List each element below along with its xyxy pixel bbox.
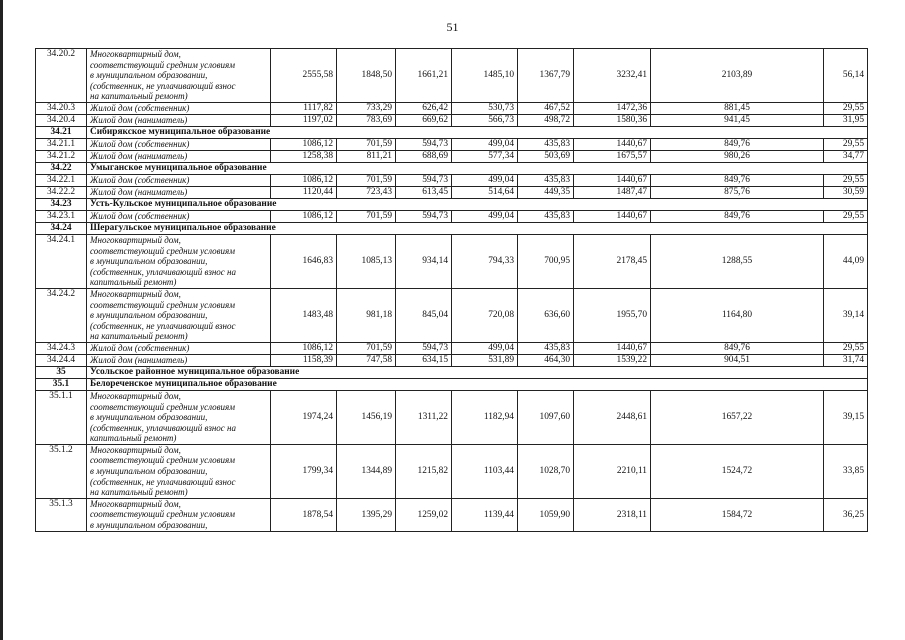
description-line: в муниципальном образовании, xyxy=(90,70,208,81)
description-line: Жилой дом (собственник) xyxy=(90,175,190,186)
value-cell: 1367,79 xyxy=(518,49,574,103)
value-cell: 1878,54 xyxy=(271,498,337,531)
value-cell: 613,45 xyxy=(396,186,452,198)
value-cell: 594,73 xyxy=(396,210,452,222)
description-line: Многоквартирный дом, xyxy=(90,444,181,455)
table-body xyxy=(36,49,868,532)
row-code: 34.24 xyxy=(36,222,87,234)
value-cell: 1440,67 xyxy=(574,138,651,150)
value-cell: 1085,13 xyxy=(337,234,396,288)
value-cell: 1657,22 xyxy=(651,390,824,444)
value-cell: 499,04 xyxy=(452,138,518,150)
row-description xyxy=(87,390,271,444)
value-cell: 499,04 xyxy=(452,210,518,222)
value-cell: 1197,02 xyxy=(271,114,337,126)
value-cell: 594,73 xyxy=(396,138,452,150)
value-cell: 626,42 xyxy=(396,102,452,114)
row-code: 34.21.1 xyxy=(36,138,87,150)
value-cell: 1485,10 xyxy=(452,49,518,103)
description-line: Многоквартирный дом, xyxy=(90,288,181,299)
row-code: 34.24.3 xyxy=(36,342,87,354)
value-cell: 904,51 xyxy=(651,354,824,366)
description-line: соответствующий средним условиям xyxy=(90,455,235,466)
description-line: на капитальный ремонт) xyxy=(90,331,188,342)
value-cell: 1215,82 xyxy=(396,444,452,498)
value-cell: 980,26 xyxy=(651,150,824,162)
row-code: 35.1.1 xyxy=(36,390,87,444)
value-cell: 1483,48 xyxy=(271,288,337,342)
value-cell: 849,76 xyxy=(651,138,824,150)
value-cell: 1646,83 xyxy=(271,234,337,288)
section-row xyxy=(36,378,868,390)
value-cell: 794,33 xyxy=(452,234,518,288)
value-cell: 530,73 xyxy=(452,102,518,114)
value-cell: 594,73 xyxy=(396,174,452,186)
description-line: (собственник, не уплачивающий взнос xyxy=(90,320,236,331)
value-cell: 1395,29 xyxy=(337,498,396,531)
value-cell: 1158,39 xyxy=(271,354,337,366)
section-title: Умыганское муниципальное образование xyxy=(87,162,868,174)
row-code: 34.24.1 xyxy=(36,234,87,288)
value-cell: 499,04 xyxy=(452,342,518,354)
value-cell: 634,15 xyxy=(396,354,452,366)
section-title: Усольское районное муниципальное образование xyxy=(87,366,868,378)
row-code: 35 xyxy=(36,366,87,378)
row-description xyxy=(87,186,271,198)
description-line: в муниципальном образовании, xyxy=(90,256,208,267)
table-row xyxy=(36,234,868,288)
value-cell: 1584,72 xyxy=(651,498,824,531)
row-description xyxy=(87,354,271,366)
section-row xyxy=(36,126,868,138)
description-line: на капитальный ремонт) xyxy=(90,487,188,498)
row-description xyxy=(87,150,271,162)
value-cell: 503,69 xyxy=(518,150,574,162)
table-row xyxy=(36,102,868,114)
value-cell: 701,59 xyxy=(337,210,396,222)
value-cell: 2555,58 xyxy=(271,49,337,103)
value-cell: 1086,12 xyxy=(271,210,337,222)
value-cell: 1120,44 xyxy=(271,186,337,198)
row-description xyxy=(87,288,271,342)
value-cell: 849,76 xyxy=(651,342,824,354)
row-description xyxy=(87,102,271,114)
value-cell: 981,18 xyxy=(337,288,396,342)
value-cell: 464,30 xyxy=(518,354,574,366)
value-cell: 29,55 xyxy=(824,210,868,222)
description-line: (собственник, уплачивающий взнос на xyxy=(90,422,237,433)
value-cell: 2448,61 xyxy=(574,390,651,444)
value-cell: 29,55 xyxy=(824,342,868,354)
value-cell: 1086,12 xyxy=(271,342,337,354)
table-row xyxy=(36,138,868,150)
row-code: 34.22.2 xyxy=(36,186,87,198)
value-cell: 499,04 xyxy=(452,174,518,186)
value-cell: 1580,36 xyxy=(574,114,651,126)
row-code: 34.24.4 xyxy=(36,354,87,366)
value-cell: 701,59 xyxy=(337,342,396,354)
value-cell: 31,74 xyxy=(824,354,868,366)
row-code: 35.1.3 xyxy=(36,498,87,531)
section-row xyxy=(36,198,868,210)
value-cell: 701,59 xyxy=(337,138,396,150)
description-line: соответствующий средним условиям xyxy=(90,509,235,520)
table-row xyxy=(36,354,868,366)
value-cell: 39,15 xyxy=(824,390,868,444)
value-cell: 531,89 xyxy=(452,354,518,366)
value-cell: 1311,22 xyxy=(396,390,452,444)
description-line: Жилой дом (наниматель) xyxy=(90,151,188,162)
value-cell: 747,58 xyxy=(337,354,396,366)
row-code: 34.23 xyxy=(36,198,87,210)
value-cell: 1487,47 xyxy=(574,186,651,198)
row-description xyxy=(87,210,271,222)
value-cell: 881,45 xyxy=(651,102,824,114)
description-line: Жилой дом (наниматель) xyxy=(90,187,188,198)
table-row xyxy=(36,174,868,186)
description-line: Многоквартирный дом, xyxy=(90,390,181,401)
row-code: 34.20.2 xyxy=(36,49,87,103)
description-line: (собственник, не уплачивающий взнос xyxy=(90,476,236,487)
value-cell: 845,04 xyxy=(396,288,452,342)
row-code: 35.1.2 xyxy=(36,444,87,498)
description-line: (собственник, не уплачивающий взнос xyxy=(90,80,236,91)
section-title: Белореченское муниципальное образование xyxy=(87,378,868,390)
value-cell: 2318,11 xyxy=(574,498,651,531)
value-cell: 1539,22 xyxy=(574,354,651,366)
value-cell: 1456,19 xyxy=(337,390,396,444)
value-cell: 1661,21 xyxy=(396,49,452,103)
value-cell: 29,55 xyxy=(824,174,868,186)
value-cell: 56,14 xyxy=(824,49,868,103)
value-cell: 1848,50 xyxy=(337,49,396,103)
section-row xyxy=(36,162,868,174)
row-code: 35.1 xyxy=(36,378,87,390)
value-cell: 1103,44 xyxy=(452,444,518,498)
description-line: Жилой дом (собственник) xyxy=(90,139,190,150)
value-cell: 30,59 xyxy=(824,186,868,198)
value-cell: 1288,55 xyxy=(651,234,824,288)
description-line: в муниципальном образовании, xyxy=(90,520,208,531)
description-line: (собственник, уплачивающий взнос на xyxy=(90,266,237,277)
value-cell: 1086,12 xyxy=(271,174,337,186)
value-cell: 811,21 xyxy=(337,150,396,162)
table-row xyxy=(36,186,868,198)
value-cell: 849,76 xyxy=(651,210,824,222)
value-cell: 33,85 xyxy=(824,444,868,498)
value-cell: 435,83 xyxy=(518,138,574,150)
value-cell: 1117,82 xyxy=(271,102,337,114)
table-row xyxy=(36,444,868,498)
value-cell: 1259,02 xyxy=(396,498,452,531)
table-row xyxy=(36,49,868,103)
row-code: 34.23.1 xyxy=(36,210,87,222)
description-line: капитальный ремонт) xyxy=(90,433,177,444)
value-cell: 39,14 xyxy=(824,288,868,342)
table-row xyxy=(36,390,868,444)
value-cell: 1955,70 xyxy=(574,288,651,342)
value-cell: 514,64 xyxy=(452,186,518,198)
value-cell: 701,59 xyxy=(337,174,396,186)
value-cell: 36,25 xyxy=(824,498,868,531)
description-line: соответствующий средним условиям xyxy=(90,401,235,412)
value-cell: 594,73 xyxy=(396,342,452,354)
row-code: 34.22 xyxy=(36,162,87,174)
row-description xyxy=(87,138,271,150)
value-cell: 1086,12 xyxy=(271,138,337,150)
table-row xyxy=(36,150,868,162)
value-cell: 783,69 xyxy=(337,114,396,126)
value-cell: 1258,38 xyxy=(271,150,337,162)
table-row xyxy=(36,498,868,531)
section-row xyxy=(36,222,868,234)
value-cell: 2210,11 xyxy=(574,444,651,498)
tariff-table xyxy=(35,48,868,532)
row-description xyxy=(87,49,271,103)
value-cell: 733,29 xyxy=(337,102,396,114)
value-cell: 3232,41 xyxy=(574,49,651,103)
value-cell: 688,69 xyxy=(396,150,452,162)
description-line: Многоквартирный дом, xyxy=(90,498,181,509)
row-description xyxy=(87,174,271,186)
description-line: Многоквартирный дом, xyxy=(90,234,181,245)
row-code: 34.20.4 xyxy=(36,114,87,126)
value-cell: 2178,45 xyxy=(574,234,651,288)
value-cell: 700,95 xyxy=(518,234,574,288)
description-line: в муниципальном образовании, xyxy=(90,466,208,477)
row-description xyxy=(87,444,271,498)
value-cell: 1440,67 xyxy=(574,342,651,354)
value-cell: 498,72 xyxy=(518,114,574,126)
description-line: Многоквартирный дом, xyxy=(90,49,181,59)
description-line: на капитальный ремонт) xyxy=(90,91,188,102)
value-cell: 29,55 xyxy=(824,138,868,150)
table-row xyxy=(36,114,868,126)
value-cell: 1675,57 xyxy=(574,150,651,162)
description-line: Жилой дом (собственник) xyxy=(90,211,190,222)
value-cell: 720,08 xyxy=(452,288,518,342)
value-cell: 1472,36 xyxy=(574,102,651,114)
value-cell: 31,95 xyxy=(824,114,868,126)
value-cell: 1344,89 xyxy=(337,444,396,498)
value-cell: 435,83 xyxy=(518,342,574,354)
value-cell: 1139,44 xyxy=(452,498,518,531)
value-cell: 1182,94 xyxy=(452,390,518,444)
section-title: Сибирякское муниципальное образование xyxy=(87,126,868,138)
section-title: Усть-Кульское муниципальное образование xyxy=(87,198,868,210)
value-cell: 44,09 xyxy=(824,234,868,288)
description-line: Жилой дом (собственник) xyxy=(90,103,190,114)
row-code: 34.21.2 xyxy=(36,150,87,162)
description-line: в муниципальном образовании, xyxy=(90,412,208,423)
value-cell: 1974,24 xyxy=(271,390,337,444)
value-cell: 467,52 xyxy=(518,102,574,114)
value-cell: 849,76 xyxy=(651,174,824,186)
value-cell: 1524,72 xyxy=(651,444,824,498)
row-code: 34.24.2 xyxy=(36,288,87,342)
description-line: Жилой дом (собственник) xyxy=(90,343,190,354)
description-line: в муниципальном образовании, xyxy=(90,310,208,321)
value-cell: 1440,67 xyxy=(574,174,651,186)
value-cell: 636,60 xyxy=(518,288,574,342)
value-cell: 2103,89 xyxy=(651,49,824,103)
row-description xyxy=(87,498,271,531)
value-cell: 669,62 xyxy=(396,114,452,126)
row-description xyxy=(87,342,271,354)
page-number: 51 xyxy=(446,20,459,34)
row-description xyxy=(87,114,271,126)
value-cell: 1440,67 xyxy=(574,210,651,222)
description-line: Жилой дом (наниматель) xyxy=(90,355,188,366)
value-cell: 941,45 xyxy=(651,114,824,126)
row-code: 34.20.3 xyxy=(36,102,87,114)
row-code: 34.22.1 xyxy=(36,174,87,186)
value-cell: 723,43 xyxy=(337,186,396,198)
value-cell: 934,14 xyxy=(396,234,452,288)
value-cell: 29,55 xyxy=(824,102,868,114)
row-code: 34.21 xyxy=(36,126,87,138)
value-cell: 1059,90 xyxy=(518,498,574,531)
description-line: капитальный ремонт) xyxy=(90,277,177,288)
value-cell: 875,76 xyxy=(651,186,824,198)
value-cell: 1164,80 xyxy=(651,288,824,342)
description-line: соответствующий средним условиям xyxy=(90,245,235,256)
table-row xyxy=(36,288,868,342)
row-description xyxy=(87,234,271,288)
value-cell: 566,73 xyxy=(452,114,518,126)
value-cell: 435,83 xyxy=(518,210,574,222)
value-cell: 449,35 xyxy=(518,186,574,198)
value-cell: 1097,60 xyxy=(518,390,574,444)
page-left-edge xyxy=(0,0,3,640)
description-line: Жилой дом (наниматель) xyxy=(90,115,188,126)
section-row xyxy=(36,366,868,378)
value-cell: 1799,34 xyxy=(271,444,337,498)
table-row xyxy=(36,210,868,222)
value-cell: 1028,70 xyxy=(518,444,574,498)
description-line: соответствующий средним условиям xyxy=(90,59,235,70)
value-cell: 577,34 xyxy=(452,150,518,162)
table-row xyxy=(36,342,868,354)
value-cell: 34,77 xyxy=(824,150,868,162)
description-line: соответствующий средним условиям xyxy=(90,299,235,310)
value-cell: 435,83 xyxy=(518,174,574,186)
section-title: Шерагульское муниципальное образование xyxy=(87,222,868,234)
